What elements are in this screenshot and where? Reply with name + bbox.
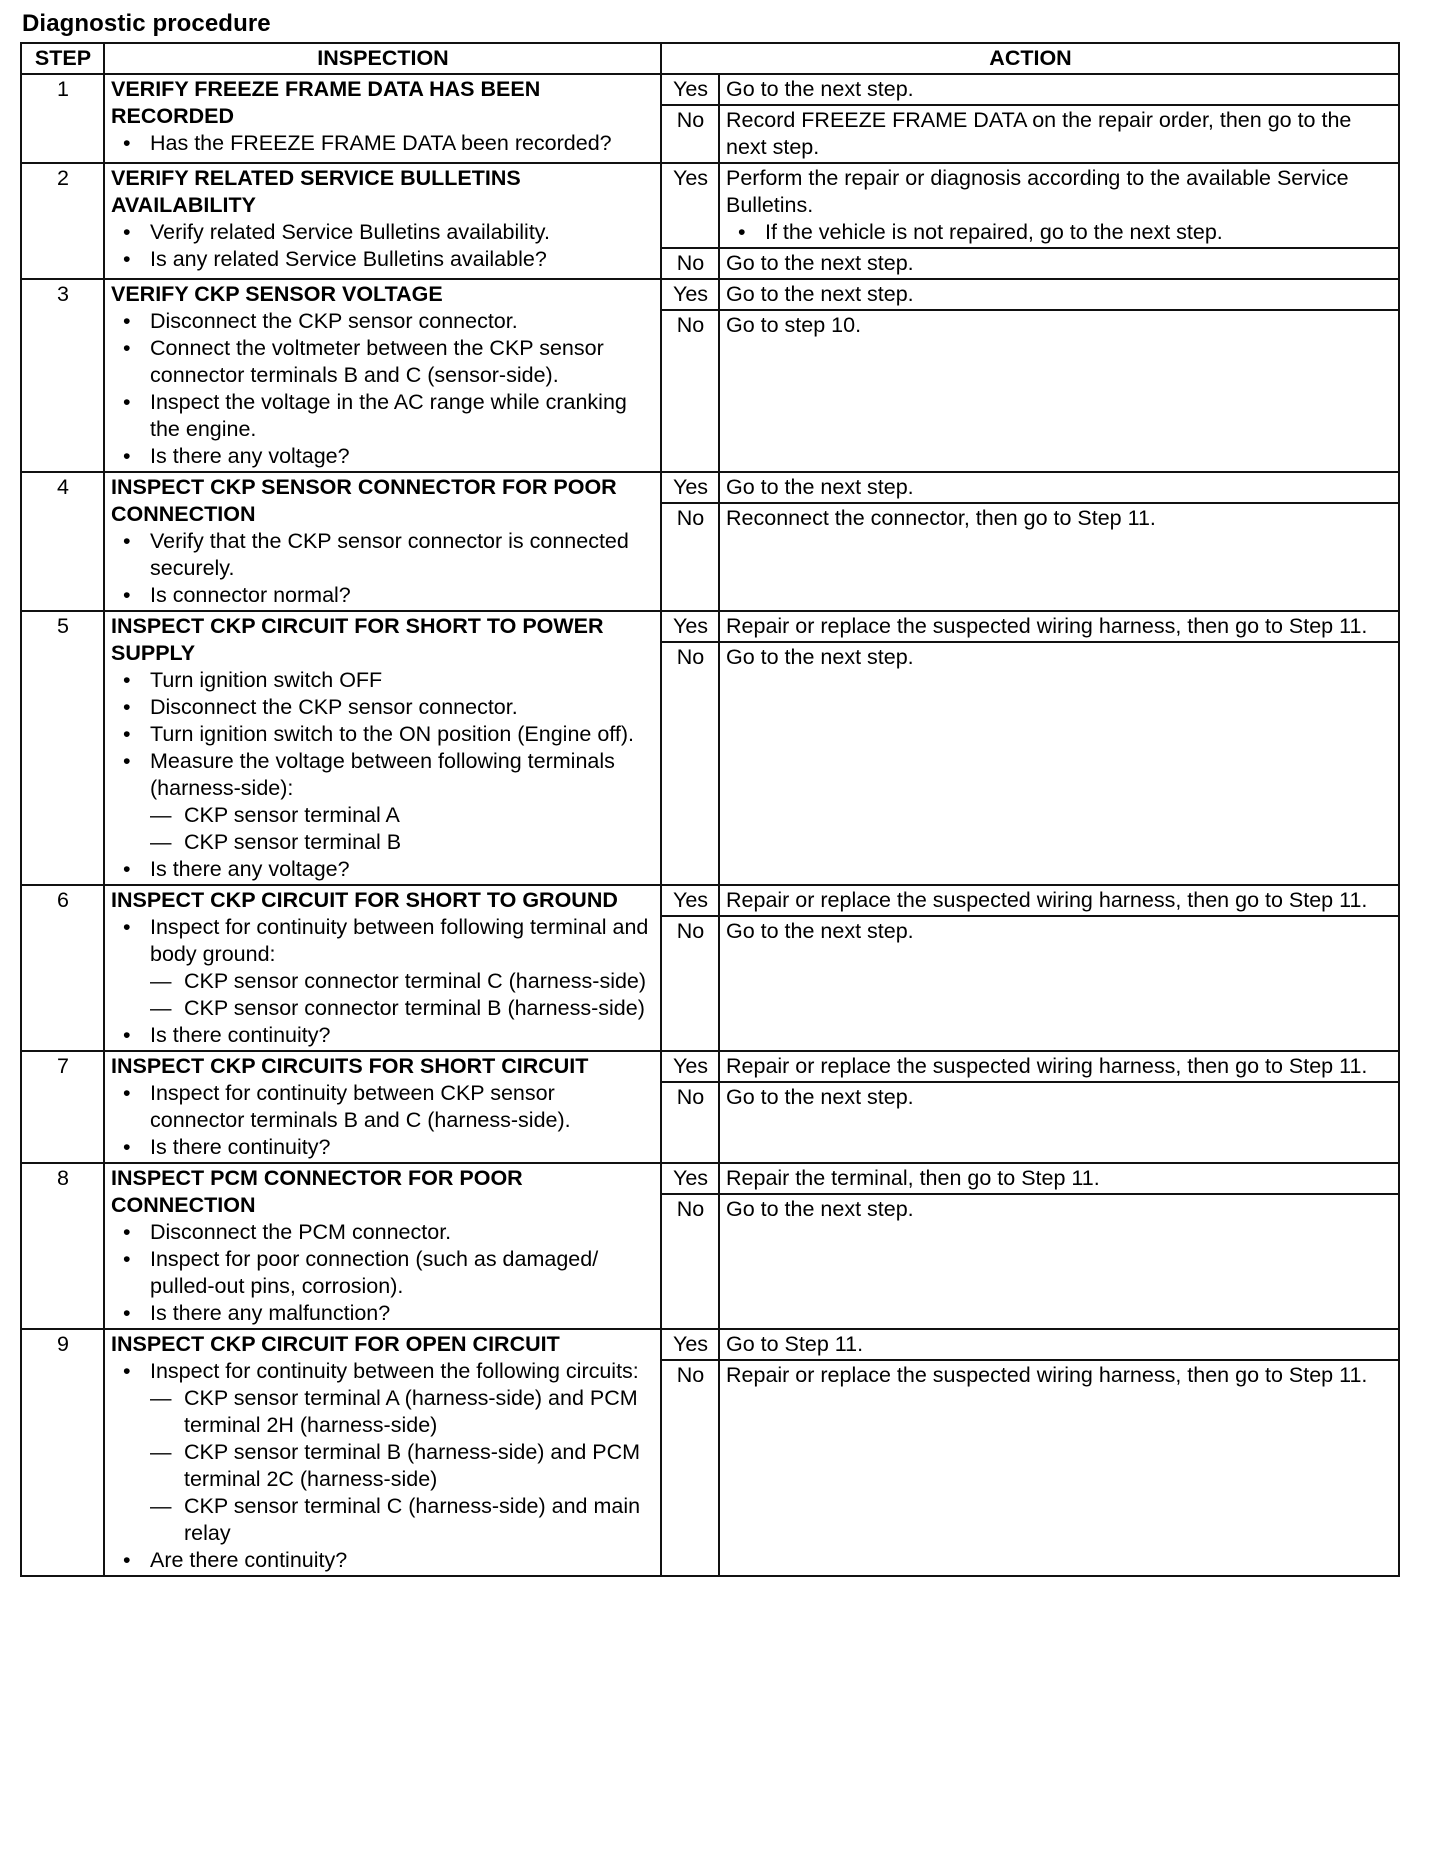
no-label: No xyxy=(661,105,719,163)
inspection-bullet-text: Verify that the CKP sensor connector is connected securely. xyxy=(150,529,629,580)
yes-label: Yes xyxy=(661,279,719,310)
no-action: Go to the next step. xyxy=(719,1082,1399,1163)
inspection-bullet xyxy=(111,528,655,582)
action-header: ACTION xyxy=(661,43,1399,74)
yes-label: Yes xyxy=(661,1329,719,1360)
inspection-bullet xyxy=(111,335,655,389)
inspection-bullet-list xyxy=(111,308,655,470)
step-number: 2 xyxy=(21,163,104,279)
step-header: STEP xyxy=(21,43,104,74)
inspection-bullet-list xyxy=(111,1358,655,1574)
inspection-cell xyxy=(104,472,661,611)
inspection-title: VERIFY FREEZE FRAME DATA HAS BEEN RECORDED xyxy=(111,77,541,128)
yes-action xyxy=(719,1051,1399,1082)
inspection-bullet-text: Is connector normal? xyxy=(150,583,351,607)
inspection-bullet xyxy=(111,130,655,157)
inspection-cell xyxy=(104,1329,661,1576)
inspection-bullet-list xyxy=(111,528,655,609)
yes-label: Yes xyxy=(661,1163,719,1194)
inspection-cell xyxy=(104,1051,661,1163)
inspection-bullet-text: Inspect for continuity between CKP sensor connector terminals B and C (harness-side). xyxy=(150,1081,571,1132)
header-row xyxy=(21,43,1399,74)
no-action: Go to the next step. xyxy=(719,642,1399,885)
inspection-title: INSPECT CKP CIRCUIT FOR OPEN CIRCUIT xyxy=(111,1332,560,1356)
yes-action xyxy=(719,1163,1399,1194)
inspection-title: INSPECT CKP CIRCUITS FOR SHORT CIRCUIT xyxy=(111,1054,589,1078)
yes-action-text: Repair the terminal, then go to Step 11. xyxy=(726,1166,1100,1190)
page-title: Diagnostic procedure xyxy=(22,10,271,37)
inspection-bullet xyxy=(111,1134,655,1161)
step-number: 5 xyxy=(21,611,104,885)
yes-action xyxy=(719,885,1399,916)
inspection-sub-list xyxy=(150,968,655,1022)
inspection-bullet xyxy=(111,1219,655,1246)
inspection-bullet-list xyxy=(111,130,655,157)
inspection-bullet-text: Is there any voltage? xyxy=(150,857,350,881)
yes-action-text: Repair or replace the suspected wiring harness, then go to Step 11. xyxy=(726,1054,1368,1078)
no-action: Go to the next step. xyxy=(719,1194,1399,1329)
table-body xyxy=(21,74,1399,1576)
action-bullet-list xyxy=(726,219,1393,246)
inspection-bullet-text: Disconnect the CKP sensor connector. xyxy=(150,695,518,719)
inspection-bullet-text: Verify related Service Bulletins availability. xyxy=(150,220,550,244)
inspection-bullet-text: Are there continuity? xyxy=(150,1548,348,1572)
yes-action-text: Repair or replace the suspected wiring harness, then go to Step 11. xyxy=(726,614,1368,638)
step-number: 1 xyxy=(21,74,104,163)
no-label: No xyxy=(661,310,719,472)
inspection-bullet xyxy=(111,856,655,883)
inspection-title: VERIFY RELATED SERVICE BULLETINS AVAILABILITY xyxy=(111,166,521,217)
inspection-bullet-list xyxy=(111,1080,655,1161)
yes-label: Yes xyxy=(661,1051,719,1082)
inspection-bullet-list xyxy=(111,914,655,1049)
inspection-bullet-text: Turn ignition switch to the ON position (Engine off). xyxy=(150,722,634,746)
inspection-bullet xyxy=(111,1358,655,1547)
inspection-sub-item: — CKP sensor terminal B (harness-side) and PCM terminal 2C (harness-side) xyxy=(150,1439,655,1493)
table-row xyxy=(21,1051,1399,1082)
no-action: Record FREEZE FRAME DATA on the repair order, then go to the next step. xyxy=(719,105,1399,163)
action-bullet: • If the vehicle is not repaired, go to the next step. xyxy=(726,219,1393,246)
table-row xyxy=(21,74,1399,105)
inspection-bullet xyxy=(111,721,655,748)
no-label: No xyxy=(661,1194,719,1329)
no-label: No xyxy=(661,503,719,611)
yes-action-text: Go to the next step. xyxy=(726,77,914,101)
no-label: No xyxy=(661,642,719,885)
inspection-bullet-text: Disconnect the PCM connector. xyxy=(150,1220,452,1244)
inspection-sub-item: — CKP sensor terminal A (harness-side) and PCM terminal 2H (harness-side) xyxy=(150,1385,655,1439)
inspection-bullet xyxy=(111,1080,655,1134)
yes-action-text: Go to Step 11. xyxy=(726,1332,864,1356)
yes-action-text: Perform the repair or diagnosis according to the available Service Bulletins. xyxy=(726,166,1349,217)
inspection-bullet-text: Measure the voltage between following terminals (harness-side): xyxy=(150,749,615,800)
inspection-bullet xyxy=(111,1547,655,1574)
inspection-bullet-text: Is there continuity? xyxy=(150,1135,331,1159)
inspection-bullet-text: Is there any malfunction? xyxy=(150,1301,391,1325)
yes-action xyxy=(719,1329,1399,1360)
inspection-sub-item: — CKP sensor terminal A xyxy=(150,802,655,829)
no-action: Go to the next step. xyxy=(719,248,1399,279)
inspection-bullet-text: Disconnect the CKP sensor connector. xyxy=(150,309,518,333)
inspection-bullet xyxy=(111,389,655,443)
step-number: 8 xyxy=(21,1163,104,1329)
table-row xyxy=(21,1163,1399,1194)
yes-action-text: Go to the next step. xyxy=(726,475,914,499)
inspection-title: INSPECT CKP CIRCUIT FOR SHORT TO GROUND xyxy=(111,888,618,912)
inspection-sub-item: — CKP sensor terminal B xyxy=(150,829,655,856)
inspection-bullet xyxy=(111,219,655,246)
no-label: No xyxy=(661,916,719,1051)
table-row xyxy=(21,163,1399,248)
inspection-bullet-text: Inspect the voltage in the AC range while cranking the engine. xyxy=(150,390,627,441)
inspection-bullet-text: Has the FREEZE FRAME DATA been recorded? xyxy=(150,131,612,155)
no-action: Go to the next step. xyxy=(719,916,1399,1051)
inspection-title: INSPECT PCM CONNECTOR FOR POOR CONNECTION xyxy=(111,1166,523,1217)
inspection-bullet xyxy=(111,694,655,721)
table-row xyxy=(21,1329,1399,1360)
inspection-cell xyxy=(104,611,661,885)
inspection-bullet xyxy=(111,748,655,856)
inspection-cell xyxy=(104,885,661,1051)
inspection-sub-item: — CKP sensor connector terminal C (harness-side) xyxy=(150,968,655,995)
no-action: Go to step 10. xyxy=(719,310,1399,472)
yes-action xyxy=(719,472,1399,503)
inspection-bullet xyxy=(111,667,655,694)
inspection-bullet-text: Inspect for continuity between the following circuits: xyxy=(150,1359,639,1383)
inspection-bullet xyxy=(111,1022,655,1049)
inspection-bullet-text: Connect the voltmeter between the CKP sensor connector terminals B and C (sensor-side). xyxy=(150,336,604,387)
inspection-bullet-list xyxy=(111,667,655,883)
yes-action-text: Repair or replace the suspected wiring harness, then go to Step 11. xyxy=(726,888,1368,912)
yes-label: Yes xyxy=(661,885,719,916)
inspection-bullet xyxy=(111,246,655,273)
no-label: No xyxy=(661,1360,719,1576)
inspection-cell xyxy=(104,279,661,472)
yes-label: Yes xyxy=(661,163,719,248)
table-row xyxy=(21,279,1399,310)
inspection-bullet xyxy=(111,443,655,470)
inspection-bullet-list xyxy=(111,1219,655,1327)
inspection-cell xyxy=(104,1163,661,1329)
yes-label: Yes xyxy=(661,74,719,105)
inspection-bullet-text: Turn ignition switch OFF xyxy=(150,668,383,692)
step-number: 4 xyxy=(21,472,104,611)
table-row xyxy=(21,611,1399,642)
inspection-bullet-text: Is there continuity? xyxy=(150,1023,331,1047)
inspection-sub-list xyxy=(150,802,655,856)
inspection-bullet-list xyxy=(111,219,655,273)
table-row xyxy=(21,472,1399,503)
yes-action-text: Go to the next step. xyxy=(726,282,914,306)
yes-label: Yes xyxy=(661,611,719,642)
inspection-bullet xyxy=(111,914,655,1022)
diagnostic-table xyxy=(20,42,1400,1577)
inspection-bullet-text: Is there any voltage? xyxy=(150,444,350,468)
yes-action xyxy=(719,611,1399,642)
yes-label: Yes xyxy=(661,472,719,503)
no-label: No xyxy=(661,248,719,279)
inspection-bullet-text: Inspect for poor connection (such as damaged/ pulled-out pins, corrosion). xyxy=(150,1247,599,1298)
no-action: Repair or replace the suspected wiring harness, then go to Step 11. xyxy=(719,1360,1399,1576)
yes-action xyxy=(719,74,1399,105)
inspection-title: INSPECT CKP SENSOR CONNECTOR FOR POOR CONNECTION xyxy=(111,475,617,526)
inspection-bullet-text: Inspect for continuity between following terminal and body ground: xyxy=(150,915,649,966)
inspection-sub-list xyxy=(150,1385,655,1547)
inspection-bullet xyxy=(111,582,655,609)
inspection-header: INSPECTION xyxy=(104,43,661,74)
inspection-bullet-text: Is any related Service Bulletins available? xyxy=(150,247,547,271)
inspection-title: INSPECT CKP CIRCUIT FOR SHORT TO POWER SUPPLY xyxy=(111,614,604,665)
table-row xyxy=(21,885,1399,916)
step-number: 9 xyxy=(21,1329,104,1576)
inspection-bullet xyxy=(111,308,655,335)
yes-action xyxy=(719,279,1399,310)
inspection-cell xyxy=(104,74,661,163)
inspection-cell xyxy=(104,163,661,279)
yes-action xyxy=(719,163,1399,248)
step-number: 6 xyxy=(21,885,104,1051)
inspection-sub-item: — CKP sensor terminal C (harness-side) and main relay xyxy=(150,1493,655,1547)
inspection-sub-item: — CKP sensor connector terminal B (harness-side) xyxy=(150,995,655,1022)
no-action: Reconnect the connector, then go to Step 11. xyxy=(719,503,1399,611)
inspection-bullet xyxy=(111,1300,655,1327)
step-number: 7 xyxy=(21,1051,104,1163)
inspection-bullet xyxy=(111,1246,655,1300)
no-label: No xyxy=(661,1082,719,1163)
inspection-title: VERIFY CKP SENSOR VOLTAGE xyxy=(111,282,443,306)
step-number: 3 xyxy=(21,279,104,472)
